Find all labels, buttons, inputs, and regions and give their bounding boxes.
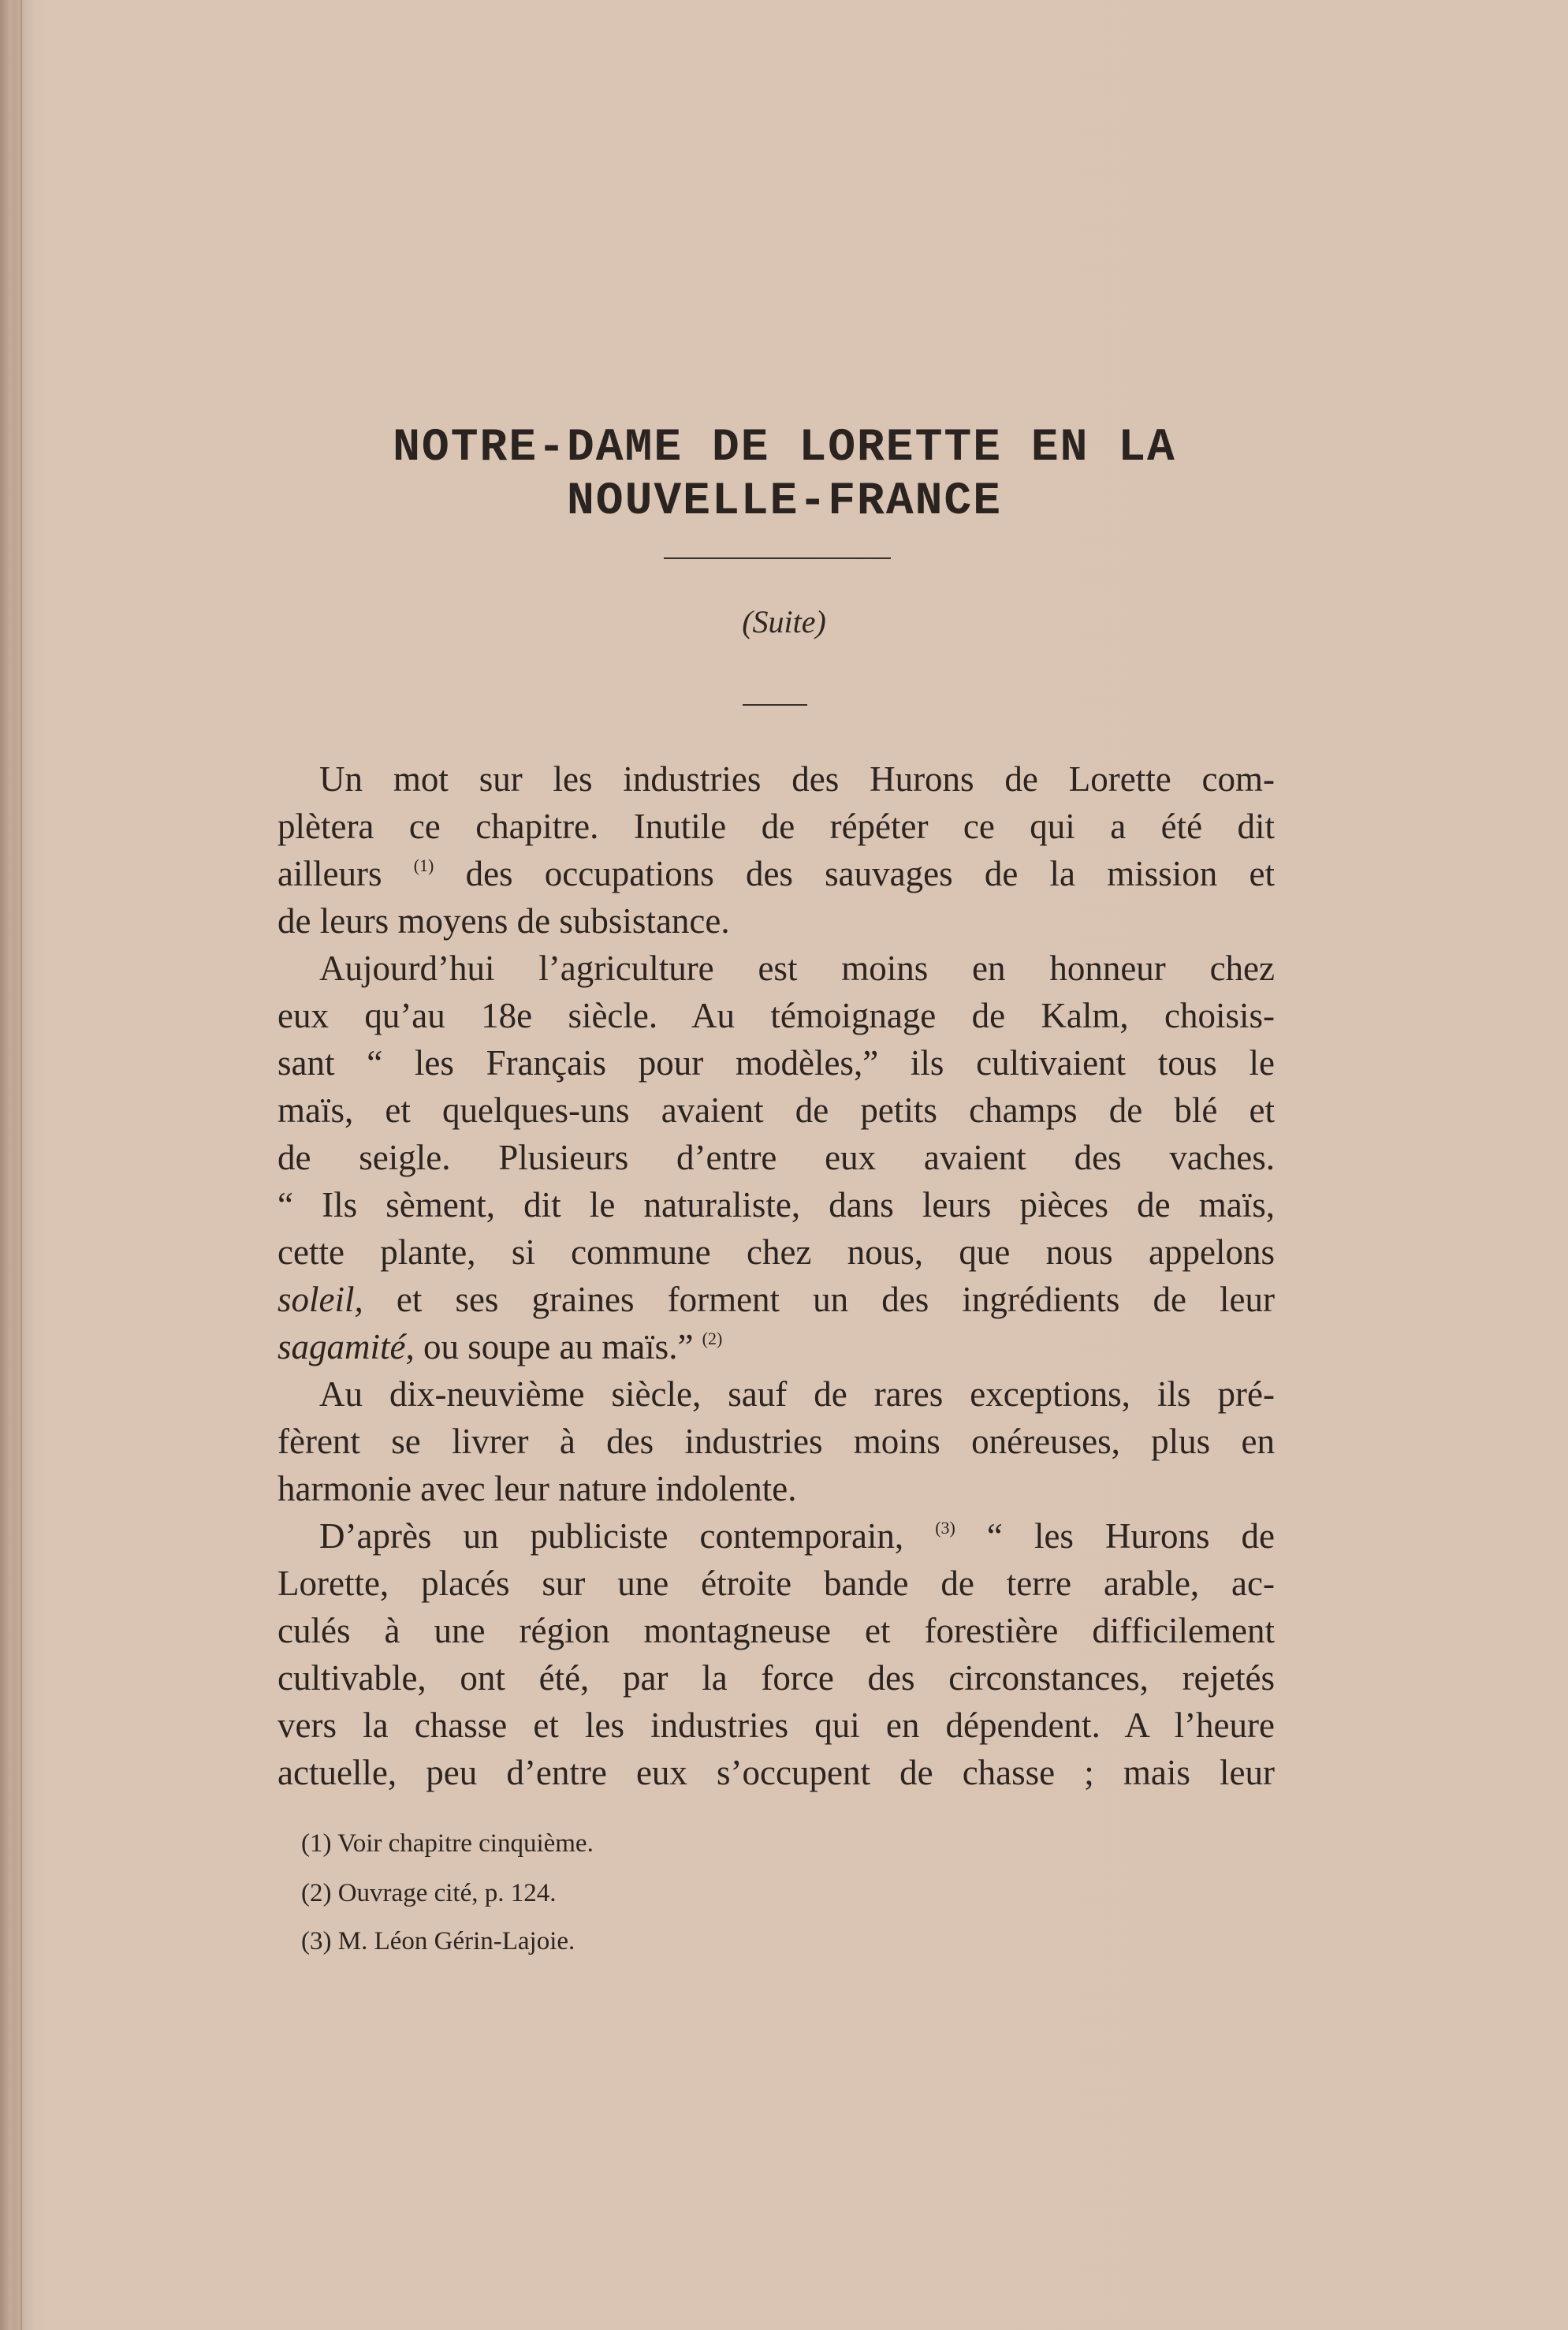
body-line: vers la chasse et les industries qui en dépendent. A l’heure [277, 1706, 1275, 1745]
subtitle: (Suite) [742, 604, 826, 639]
body-line: soleil, et ses graines forment un des ingrédients de leur [277, 1280, 1275, 1319]
body-line: plètera ce chapitre. Inutile de répéter ce qui a été dit [277, 807, 1275, 846]
body-line: harmonie avec leur nature indolente. [277, 1469, 797, 1508]
footnote-ref-3: (3) [935, 1518, 955, 1538]
body-line: maïs, et quelques-uns avaient de petits champs de blé et [277, 1090, 1275, 1130]
body-line: Aujourd’hui l’agriculture est moins en honneur chez [319, 949, 1275, 988]
body-line: eux qu’au 18e siècle. Au témoignage de Kalm, choisis- [277, 996, 1275, 1035]
body-line: de seigle. Plusieurs d’entre eux avaient des vaches. [277, 1138, 1275, 1177]
body-line: “ Ils sèment, dit le naturaliste, dans leurs pièces de maïs, [277, 1185, 1275, 1225]
binding-shadow [20, 0, 22, 2330]
body-line: ailleurs $^{(1)}$ des occupations des sauvages de la mission et [277, 854, 1275, 893]
title-line-1: NOTRE-DAME DE LORETTE EN LA [393, 423, 1176, 474]
page-gutter [0, 0, 36, 2330]
footnote-3: (3) M. Léon Gérin-Lajoie. [301, 1927, 575, 1955]
body-line: culés à une région montagneuse et forestière difficilement [277, 1611, 1275, 1650]
body-line: de leurs moyens de subsistance. [277, 901, 730, 941]
body-line: cette plante, si commune chez nous, que nous appelons [277, 1232, 1275, 1272]
body-line: fèrent se livrer à des industries moins onéreuses, plus en [277, 1422, 1275, 1461]
body-line: cultivable, ont été, par la force des circonstances, rejetés [277, 1658, 1275, 1698]
footnote-ref-1: (1) [413, 856, 434, 875]
subtitle-rule [743, 704, 807, 706]
body-line: sant “ les Français pour modèles,” ils cultivaient tous le [277, 1043, 1275, 1083]
body-line: actuelle, peu d’entre eux s’occupent de chasse ; mais leur [277, 1753, 1275, 1792]
footnote-ref-2: (2) [702, 1329, 723, 1348]
body-line: sagamité, ou soupe au maïs.” $^{(2)}$ [277, 1327, 723, 1366]
title-rule [664, 557, 891, 559]
body-line: Lorette, placés sur une étroite bande de terre arable, ac- [277, 1564, 1275, 1603]
footnote-2: (2) Ouvrage cité, p. 124. [301, 1879, 557, 1907]
body-line: Un mot sur les industries des Hurons de Lorette com- [319, 759, 1275, 799]
body-line: D’après un publiciste contemporain, $^{(3)}$ “ les Hurons de [319, 1516, 1275, 1556]
body-line: Au dix-neuvième siècle, sauf de rares exceptions, ils pré- [319, 1374, 1275, 1414]
footnote-1: (1) Voir chapitre cinquième. [301, 1829, 594, 1858]
title-line-2: NOUVELLE-FRANCE [566, 476, 1003, 528]
